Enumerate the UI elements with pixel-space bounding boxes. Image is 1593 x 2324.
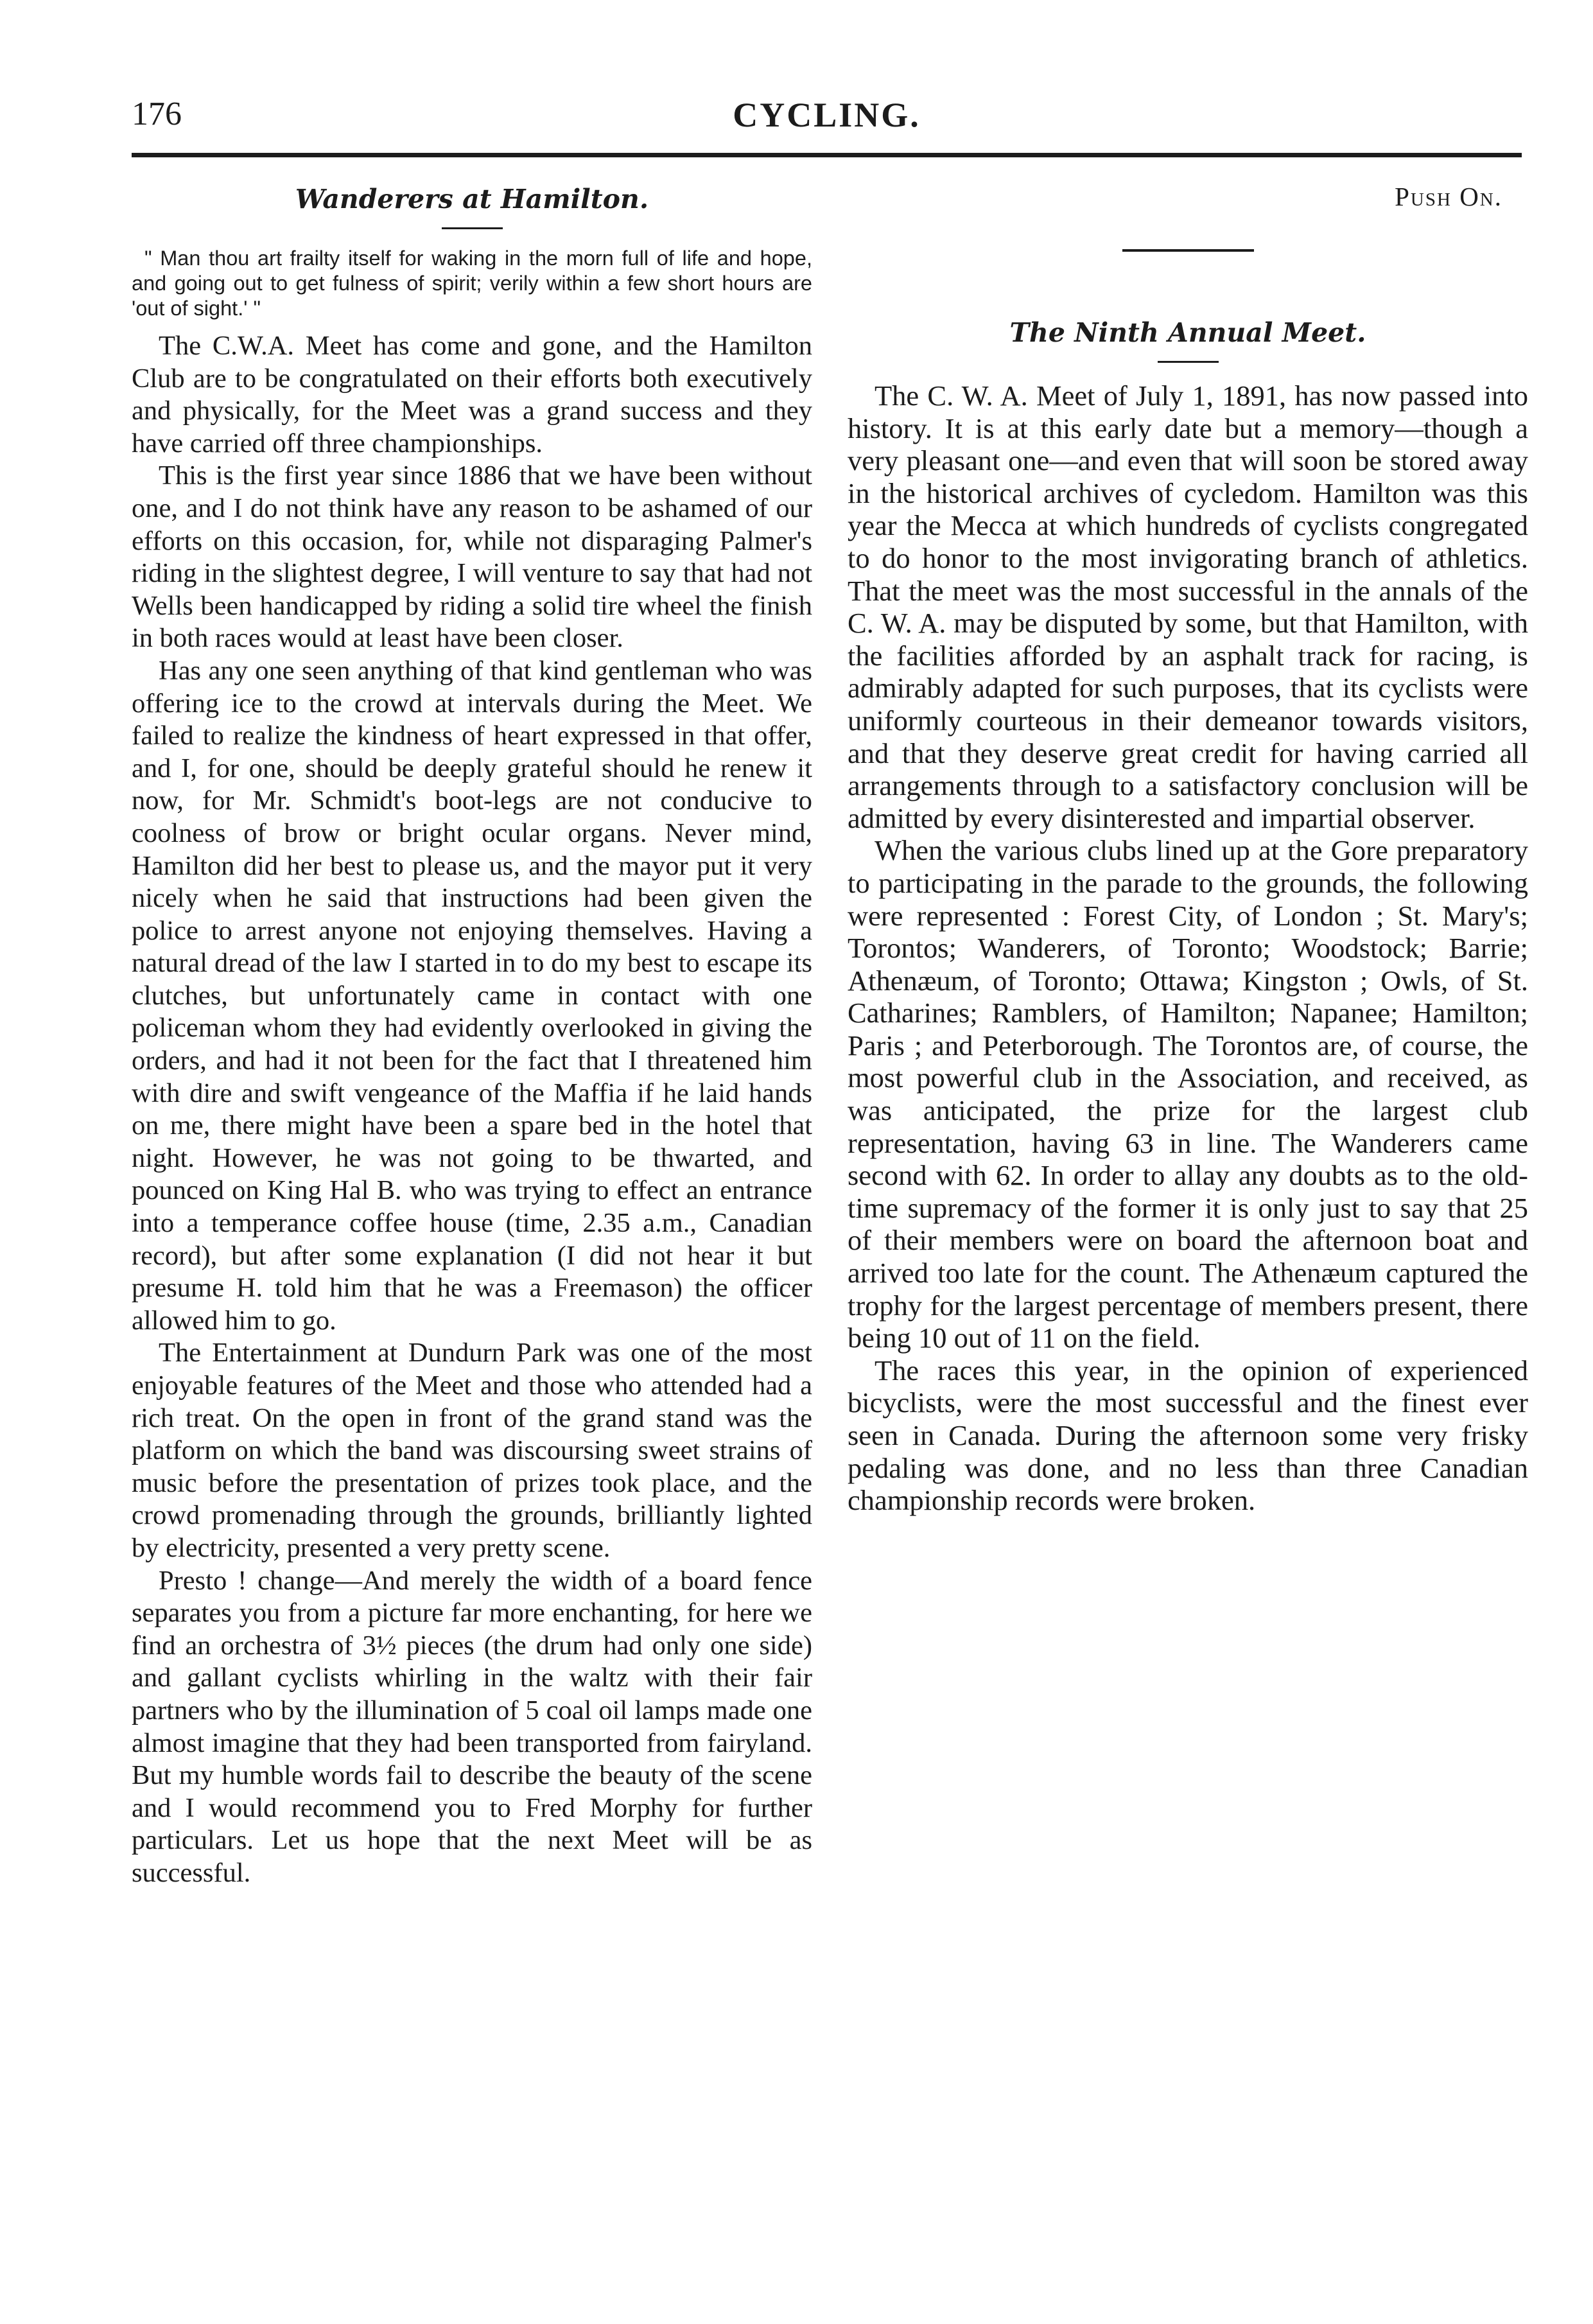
epigraph: " Man thou art frailty itself for waking in the morn full of life and hope, and going out to get fulness of spirit; verily within a few short hours are 'out of sight.' " <box>132 247 812 320</box>
article-title-ninth-annual-meet: The Ninth Annual Meet. <box>1009 317 1366 348</box>
title-rule <box>1158 361 1219 363</box>
paragraph: Has any one seen anything of that kind gentleman who was offering ice to the crowd at intervals during the Meet. We failed to realize the kindness of heart expressed in that offer, and I, for one, should be deeply grateful should he renew it now, for Mr. Schmidt's boot-legs are not conducive to coolness of brow or bright ocular organs. Never mind, Hamilton did her best to please us, and the mayor put it very nicely when he said that instructions had been given the police to arrest anyone not enjoying themselves. Having a natural dread of the law I started in to do my best to escape its clutches, but unfortunately came in contact with one policeman whom they had evidently overlooked in giving the orders, and had it not been for the fact that I threatened him with dire and swift vengeance of the Maffia if he laid hands on me, there might have been a spare bed in the hotel that night. However, he was not going to be thwarted, and pounced on King Hal B. who was trying to effect an entrance into a temperance coffee house (time, 2.35 a.m., Canadian record), but after some explanation (I did not hear it but presume H. told him that he was a Freemason) the officer allowed him to go. <box>132 655 812 1336</box>
page-number: 176 <box>132 96 182 132</box>
paragraph: The races this year, in the opinion of experienced bicyclists, were the most successful and the finest ever seen in Canada. During the afternoon some very frisky pedaling was done, and no less than three Canadian championship records were broken. <box>848 1354 1528 1517</box>
paragraph: Presto ! change—And merely the width of a board fence separates you from a picture far more enchanting, for here we find an orchestra of 3½ pieces (the drum had only one side) and gallant cyclists whirling in the waltz with their fair partners who by the illumination of 5 coal oil lamps made one almost imagine that they had been transported from fairyland. But my humble words fail to describe the beauty of the scene and I would recommend you to Fred Morphy for further particulars. Let us hope that the next Meet will be as successful. <box>132 1565 812 1888</box>
signature: Push On. <box>1395 182 1502 211</box>
page-header <box>132 95 1522 134</box>
article-title-wanderers: Wanderers at Hamilton. <box>295 184 649 214</box>
title-rule <box>442 227 503 229</box>
right-column <box>848 180 1528 1517</box>
paragraph: The C. W. A. Meet of July 1, 1891, has now passed into history. It is at this early date but a memory—though a very pleasant one—and even that will soon be stored away in the historical archives of cycledom. Hamilton was this year the Mecca at which hundreds of cyclists congregated to do honor to the most invigorating branch of athletics. That the meet was the most successful in the annals of the C. W. A. may be disputed by some, but that Hamilton, with the facilities afforded by an asphalt track for racing, is admirably adapted for such purposes, that its cyclists were uniformly courteous in their demeanor towards visitors, and that they deserve great credit for having carried all arrangements through to a satisfactory conclusion will be admitted by every disinterested and impartial observer. <box>848 380 1528 834</box>
paragraph: When the various clubs lined up at the Gore preparatory to participating in the parade to the grounds, the following were represented : Forest City, of London ; St. Mary's; Torontos; Wanderers, of Toronto; Woodstock; Barrie; Athenæum, of Toronto; Ottawa; Kingston ; Owls, of St. Catharines; Ramblers, of Hamilton; Napanee; Hamilton; Paris ; and Peterborough. The Torontos are, of course, the most powerful club in the Association, and received, as was anticipated, the prize for the largest club representation, having 63 in line. The Wanderers came second with 62. In order to allay any doubts as to the old-time supremacy of the former it is only just to say that 25 of their members were on board the afternoon boat and arrived too late for the count. The Athenæum captured the trophy for the largest percentage of members present, there being 10 out of 11 on the field. <box>848 834 1528 1354</box>
running-title: CYCLING. <box>733 96 921 134</box>
paragraph: The C.W.A. Meet has come and gone, and the Hamilton Club are to be congratulated on their efforts both executively and physically, for the Meet was a grand success and they have carried off three championships. <box>132 331 812 459</box>
left-column <box>132 180 812 1890</box>
paragraph: This is the first year since 1886 that we have been without one, and I do not think have any reason to be ashamed of our efforts on this occasion, for, while not disparaging Palmer's riding in the slightest degree, I will venture to say that had not Wells been handicapped by riding a solid tire wheel the finish in both races would at least have been closer. <box>132 460 812 654</box>
header-rule <box>132 153 1522 157</box>
paragraph: The Entertainment at Dundurn Park was one of the most enjoyable features of the Meet and those who attended had a rich treat. On the open in front of the grand stand was the platform on which the band was discoursing sweet strains of music before the presentation of prizes took place, and the crowd promenading through the grounds, brilliantly lighted by electricity, presented a very pretty scene. <box>132 1338 812 1563</box>
